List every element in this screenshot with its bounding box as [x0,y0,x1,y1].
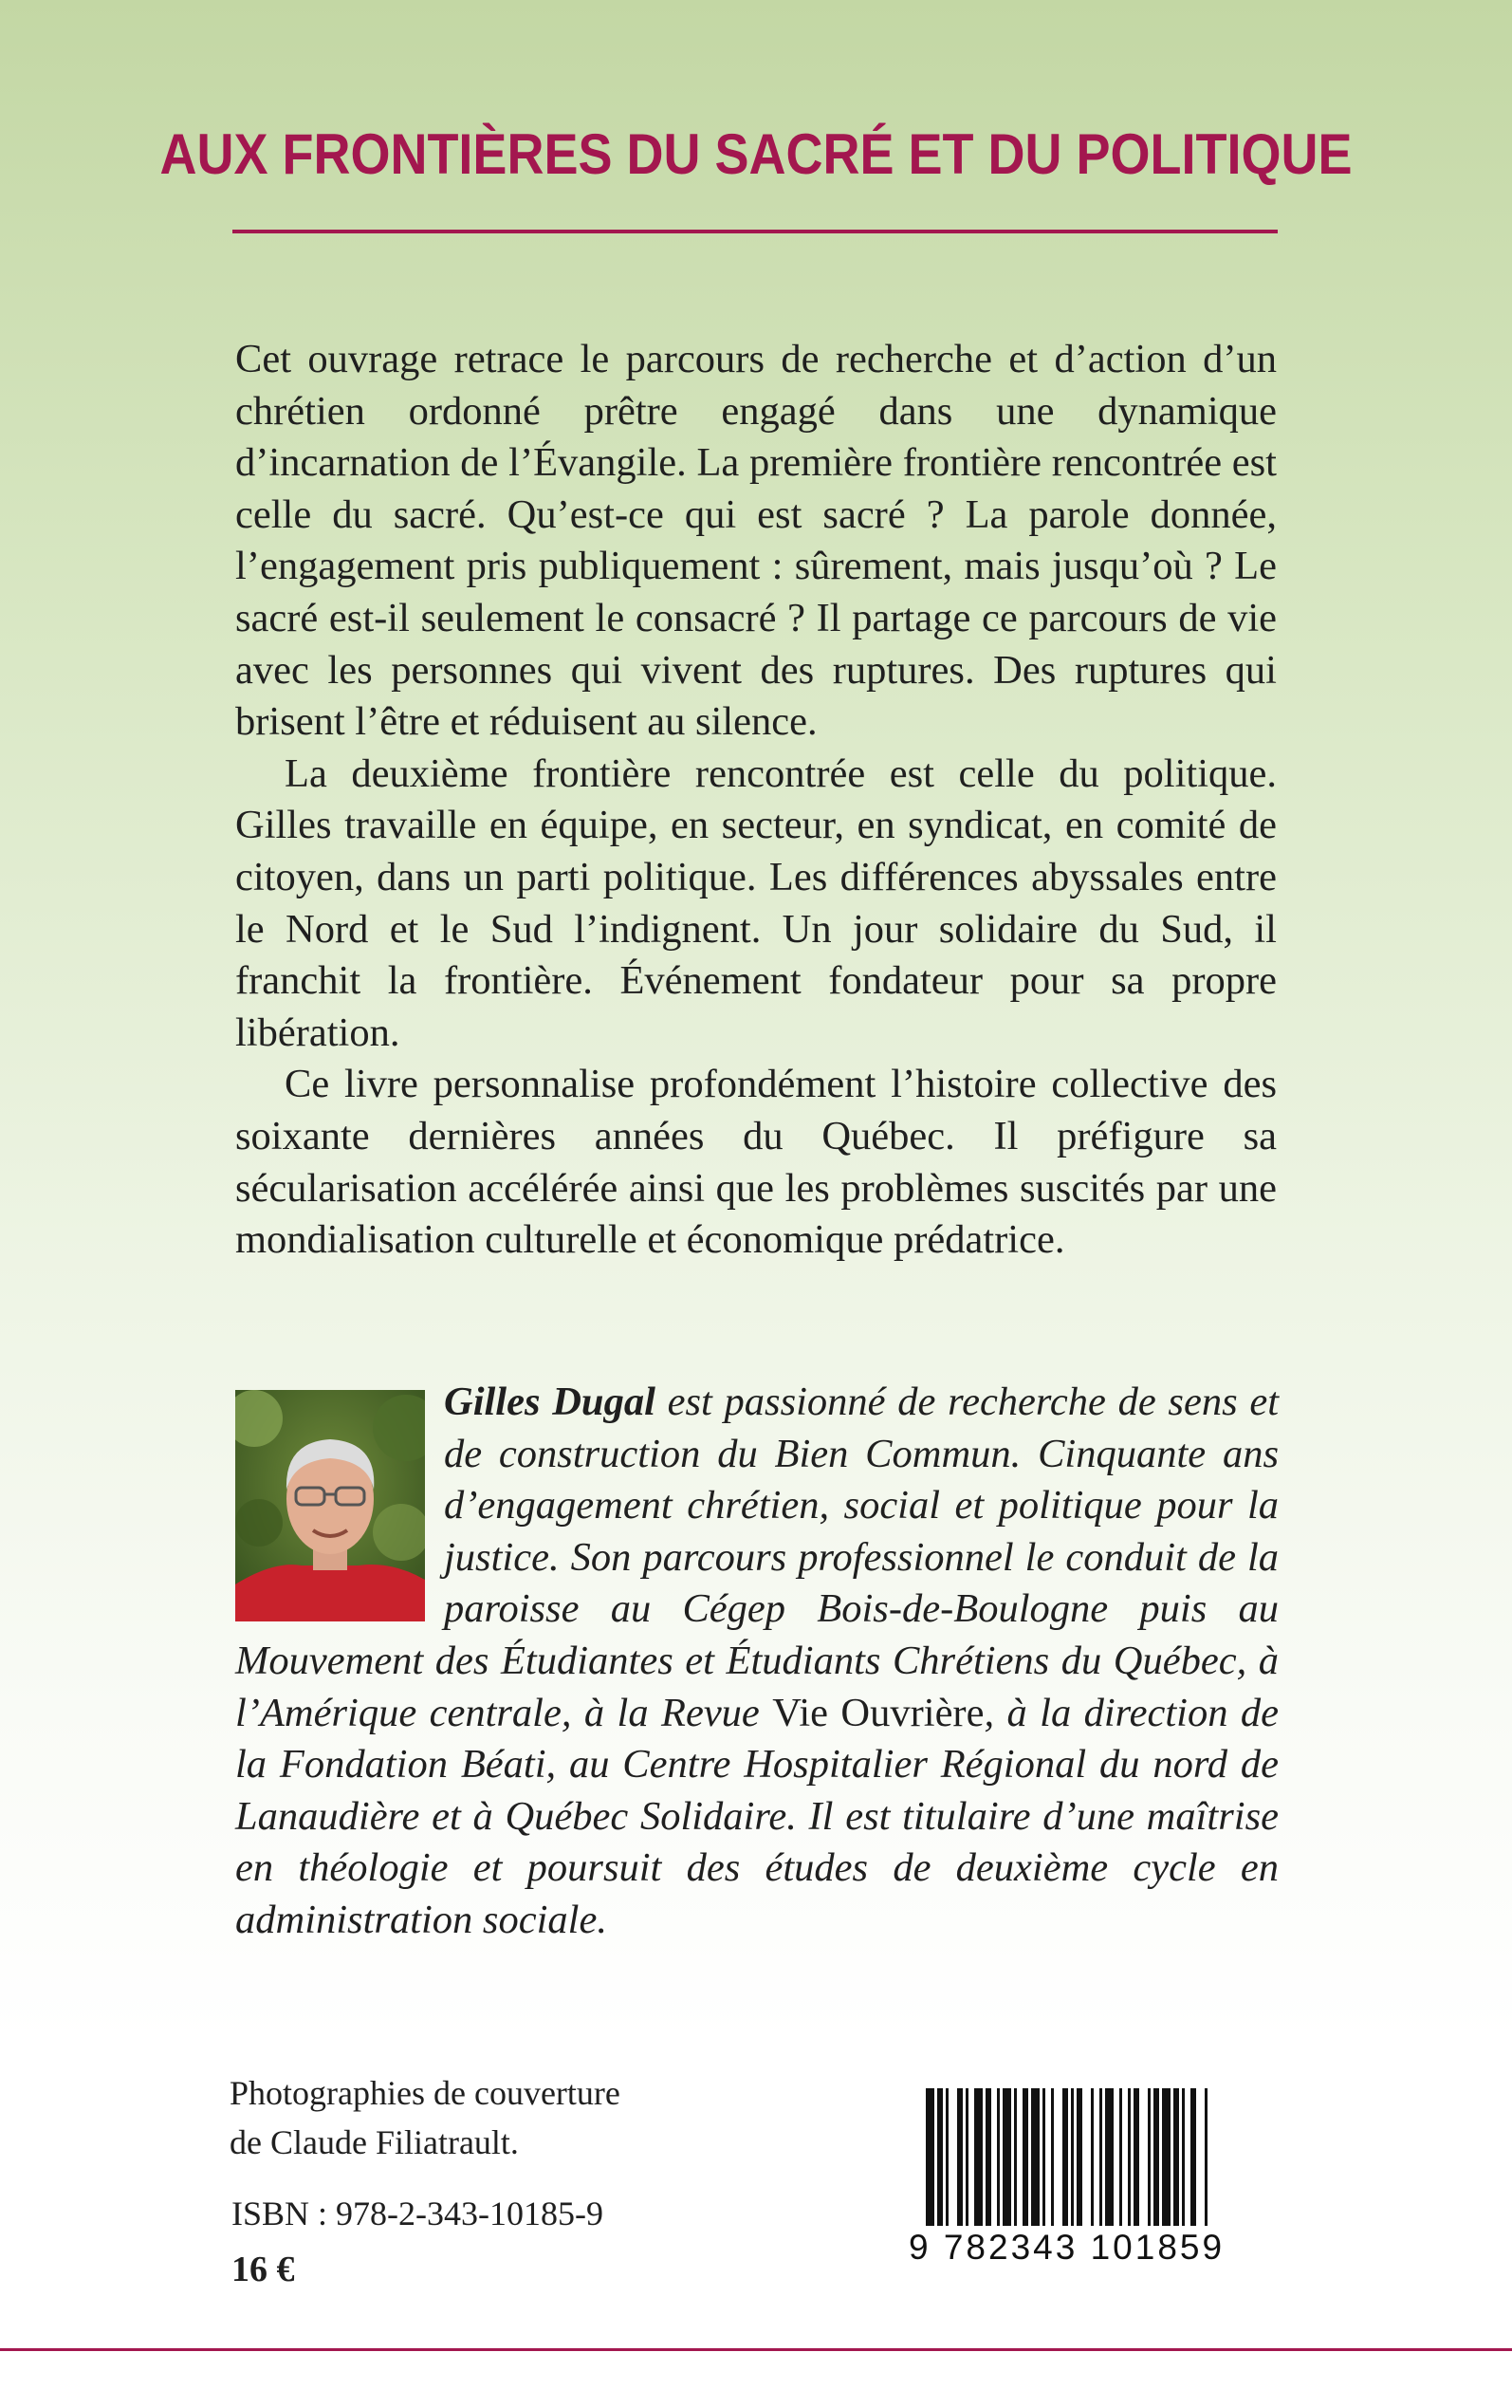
barcode-bar [1182,2088,1185,2226]
author-bio-text: , à la direction de la Fondation Béati, au Centre Hospitalier Régional du nord de Lanaudière et à Québec Solidaire. Il est titulaire d’une maîtrise en théologie et poursuit des études de deuxième cycle en administration sociale. [235,1690,1279,1942]
barcode-bar [966,2088,968,2226]
barcode-bar [1003,2088,1011,2226]
barcode-bars [909,2088,1222,2231]
barcode-bar [1023,2088,1028,2226]
barcode-bar [974,2088,983,2226]
title-divider [232,230,1278,233]
credits-line: Photographies de couverture [230,2074,620,2112]
book-title: AUX FRONTIÈRES DU SACRÉ ET DU POLITIQUE [159,122,1353,186]
price: 16 € [231,2250,295,2289]
bottom-divider [0,2348,1512,2351]
barcode-bar [1062,2088,1068,2226]
barcode-bar [1119,2088,1122,2226]
barcode-bar [1042,2088,1045,2226]
photo-spacer [235,1377,444,1628]
barcode-bar [1162,2088,1171,2226]
barcode-bar [986,2088,991,2226]
summary-paragraph: La deuxième frontière rencontrée est celle du politique. Gilles travaille en équipe, en secteur, en syndicat, en comité de citoyen, dans un parti politique. Les différences abyssales entre le Nord et le Sud l’indignent. Un jour solidaire du Sud, il franchit la frontière. Événement fondateur pour sa propre libération. [235,750,1277,1055]
barcode-bar [1128,2088,1131,2226]
barcode-bar [937,2088,943,2226]
summary-paragraph: Ce livre personnalise profondément l’histoire collective des soixante dernières années du Québec. Il préfigure sa sécularisation accélérée ainsi que les problèmes suscités par une mondialisation culturelle et économique prédatrice. [235,1062,1277,1263]
barcode-bar [1091,2088,1094,2226]
barcode-bar [926,2088,934,2226]
barcode-bar [1105,2088,1114,2226]
barcode-bar [1051,2088,1054,2226]
barcode-bar [1014,2088,1017,2226]
barcode-bar [1173,2088,1179,2226]
barcode-bar [1031,2088,1040,2226]
barcode-bar [1205,2088,1208,2226]
magazine-title: Vie Ouvrière [772,1690,985,1735]
credits-line: de Claude Filiatrault. [230,2123,519,2161]
summary-paragraph: Cet ouvrage retrace le parcours de recherche et d’action d’un chrétien ordonné prêtre engagé dans une dynamique d’incarnation de l’Évangile. La première frontière rencontrée est celle du sacré. Qu’est-ce qui est sacré ? La parole donnée, l’engagement pris publiquement : sûrement, mais jusqu’où ? Le sacré est-il seulement le consacré ? Il partage ce parcours de vie avec les personnes qui vivent des ruptures. Des ruptures qui brisent l’être et réduisent au silence. [235,337,1277,745]
barcode-bar [1099,2088,1102,2226]
barcode-bar [957,2088,963,2226]
barcode-bar [1134,2088,1139,2226]
author-bio-text: est passionné de recherche de sens et de construction du Bien Commun. Cinquante ans d’engagement chrétien, social et politique pour la justice. Son parcours professionnel le conduit de la paroisse au Cégep Bois-de-Boulogne puis au Mouvement des Étudiantes et Étudiants Chrétiens du Québec, à l’Amérique centrale, à la Revue [235,1380,1280,1735]
photo-credits [230,2068,620,2167]
barcode-bar [997,2088,1000,2226]
barcode-bar [1153,2088,1159,2226]
author-name: Gilles Dugal [444,1380,655,1424]
barcode-bar [946,2088,949,2226]
barcode-bar [1071,2088,1074,2226]
isbn: ISBN : 978-2-343-10185-9 [231,2195,603,2232]
barcode-bar [1077,2088,1082,2226]
book-summary [235,334,1277,1267]
barcode-digits: 9 782343 101859 [909,2228,1226,2267]
barcode-bar [1148,2088,1151,2226]
barcode-bar [1190,2088,1196,2226]
author-bio [235,1377,1279,1947]
